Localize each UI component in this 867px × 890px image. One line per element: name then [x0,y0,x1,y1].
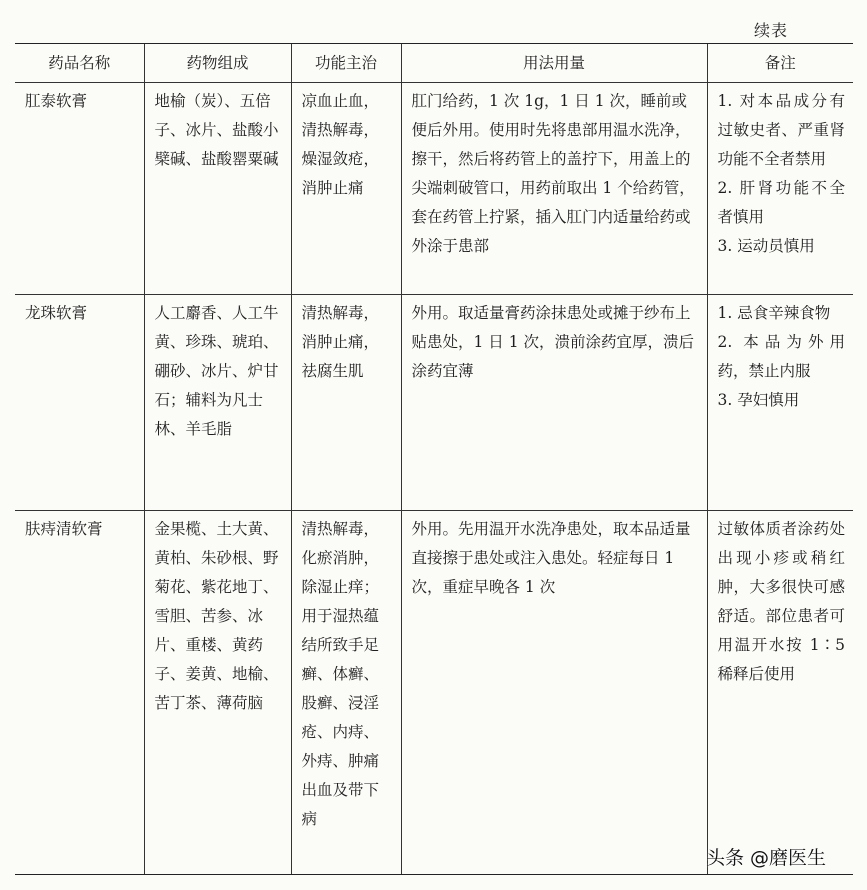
notes-cell [707,295,853,511]
header-function: 功能主治 [291,44,401,83]
header-notes: 备注 [707,44,853,83]
usage-cell: 外用。先用温开水洗净患处，取本品适量直接擦于患处或注入患处。轻症每日 1 次，重症早晚各 1 次 [401,511,707,875]
drug-name-cell: 肤痔清软膏 [15,511,144,875]
notes-cell [707,511,853,875]
continued-label: 续表 [754,21,789,40]
usage-cell: 外用。取适量膏药涂抹患处或摊于纱布上贴患处，1 日 1 次，溃前涂药宜厚，溃后涂药宜薄 [401,295,707,511]
header-usage: 用法用量 [401,44,707,83]
table-header-row [15,44,853,83]
function-cell: 清热解毒，消肿止痛，祛腐生肌 [291,295,401,511]
function-cell: 清热解毒，化瘀消肿，除湿止痒；用于湿热蕴结所致手足癣、体癣、股癣、浸淫疮、内痔、外痔、肿痛出血及带下病 [291,511,401,875]
note-line: 3. 运动员慎用 [717,237,815,255]
note-line: 2. 肝肾功能不全者慎用 [717,179,845,226]
table-row [15,511,853,875]
watermark-text: 头条 @磨医生 [706,847,827,869]
note-line: 1. 对本品成分有过敏史者、严重肾功能不全者禁用 [717,92,845,168]
header-composition: 药物组成 [144,44,291,83]
table-row [15,83,853,295]
composition-cell: 人工麝香、人工牛黄、珍珠、琥珀、硼砂、冰片、炉甘石；辅料为凡士林、羊毛脂 [144,295,291,511]
note-line: 1. 忌食辛辣食物 [717,304,831,322]
usage-cell: 肛门给药，1 次 1g，1 日 1 次，睡前或便后外用。使用时先将患部用温水洗净，擦干，然后将药管上的盖拧下，用盖上的尖端刺破管口，用药前取出 1 个给药管，套在药管上拧紧，插入肛门内适量给药或外涂于患部 [401,83,707,295]
header-drug-name: 药品名称 [15,44,144,83]
drug-name-cell: 龙珠软膏 [15,295,144,511]
composition-cell: 金果榄、土大黄、黄柏、朱砂根、野菊花、紫花地丁、雪胆、苦参、冰片、重楼、黄药子、姜黄、地榆、苦丁茶、薄荷脑 [144,511,291,875]
drug-name-cell: 肛泰软膏 [15,83,144,295]
notes-cell [707,83,853,295]
table-row [15,295,853,511]
function-cell: 凉血止血，清热解毒，燥湿敛疮，消肿止痛 [291,83,401,295]
note-line: 过敏体质者涂药处出现小疹或稍红肿，大多很快可感舒适。部位患者可用温开水按 1∶5 稀释后使用 [717,520,845,683]
note-line: 2. 本品为外用药，禁止内服 [717,333,845,380]
drug-table [15,43,853,875]
composition-cell: 地榆（炭）、五倍子、冰片、盐酸小檗碱、盐酸罂粟碱 [144,83,291,295]
note-line: 3. 孕妇慎用 [717,391,800,409]
